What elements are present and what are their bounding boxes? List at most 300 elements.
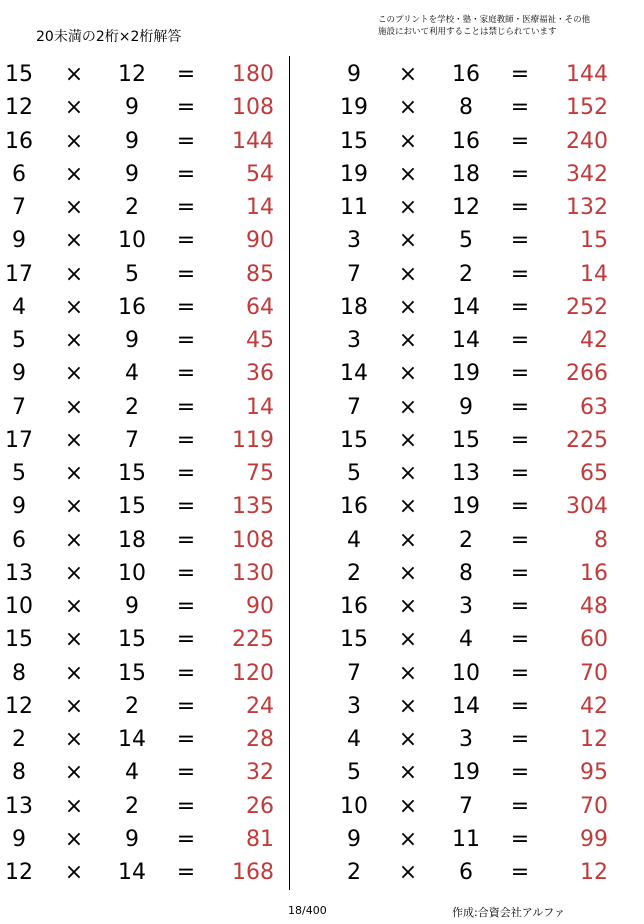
multiplicand: 9 bbox=[347, 826, 361, 852]
author-credit: 作成:合資会社アルファ bbox=[452, 906, 566, 919]
equals-sign: = bbox=[510, 261, 530, 287]
multiplier: 8 bbox=[459, 560, 473, 586]
multiplier: 14 bbox=[118, 727, 146, 752]
problem-row bbox=[0, 623, 288, 656]
multiplier: 9 bbox=[125, 95, 139, 121]
multiplicand: 6 bbox=[12, 527, 26, 553]
equals-sign: = bbox=[510, 427, 530, 453]
times-sign: × bbox=[398, 660, 418, 686]
answer: 119 bbox=[232, 427, 274, 453]
equals-sign: = bbox=[176, 760, 196, 786]
equals-sign: = bbox=[510, 660, 530, 686]
multiplier: 6 bbox=[459, 860, 473, 885]
equals-sign: = bbox=[176, 195, 196, 220]
times-sign: × bbox=[64, 161, 84, 187]
multiplier: 16 bbox=[452, 128, 480, 154]
multiplier: 14 bbox=[118, 860, 146, 885]
equals-sign: = bbox=[510, 860, 530, 885]
problem-row bbox=[0, 723, 288, 756]
equals-sign: = bbox=[176, 727, 196, 752]
equals-sign: = bbox=[176, 361, 196, 387]
times-sign: × bbox=[398, 560, 418, 586]
multiplier: 4 bbox=[125, 361, 139, 387]
problem-row bbox=[0, 391, 288, 424]
answer: 75 bbox=[246, 461, 274, 486]
problem-row bbox=[292, 623, 622, 656]
multiplier: 15 bbox=[118, 627, 146, 653]
multiplicand: 7 bbox=[347, 660, 361, 686]
multiplier: 18 bbox=[118, 527, 146, 553]
left-problem-column bbox=[0, 58, 288, 889]
times-sign: × bbox=[398, 594, 418, 619]
answer: 168 bbox=[232, 860, 274, 885]
times-sign: × bbox=[64, 95, 84, 121]
answer: 24 bbox=[246, 693, 274, 719]
problem-row bbox=[292, 790, 622, 823]
times-sign: × bbox=[64, 826, 84, 852]
problem-row bbox=[292, 391, 622, 424]
multiplier: 9 bbox=[125, 594, 139, 619]
answer: 12 bbox=[580, 727, 608, 752]
multiplier: 8 bbox=[459, 95, 473, 121]
multiplicand: 3 bbox=[347, 228, 361, 254]
problem-row bbox=[0, 291, 288, 324]
multiplier: 2 bbox=[125, 793, 139, 819]
equals-sign: = bbox=[510, 693, 530, 719]
times-sign: × bbox=[398, 727, 418, 752]
equals-sign: = bbox=[176, 128, 196, 154]
answer: 252 bbox=[566, 294, 608, 320]
problem-row bbox=[292, 524, 622, 557]
multiplicand: 4 bbox=[347, 527, 361, 553]
equals-sign: = bbox=[510, 760, 530, 786]
multiplier: 18 bbox=[452, 161, 480, 187]
equals-sign: = bbox=[510, 328, 530, 353]
multiplicand: 2 bbox=[347, 560, 361, 586]
equals-sign: = bbox=[510, 95, 530, 121]
equals-sign: = bbox=[510, 294, 530, 320]
multiplicand: 9 bbox=[12, 494, 26, 520]
equals-sign: = bbox=[176, 660, 196, 686]
multiplier: 9 bbox=[125, 826, 139, 852]
equals-sign: = bbox=[176, 161, 196, 187]
multiplicand: 2 bbox=[347, 860, 361, 885]
problem-row bbox=[292, 657, 622, 690]
equals-sign: = bbox=[176, 95, 196, 121]
multiplicand: 19 bbox=[340, 95, 368, 121]
times-sign: × bbox=[398, 95, 418, 121]
problem-row bbox=[0, 125, 288, 158]
multiplicand: 7 bbox=[347, 394, 361, 420]
multiplicand: 4 bbox=[347, 727, 361, 752]
multiplicand: 5 bbox=[12, 328, 26, 353]
multiplier: 9 bbox=[459, 394, 473, 420]
answer: 14 bbox=[246, 394, 274, 420]
multiplier: 7 bbox=[125, 427, 139, 453]
problem-row bbox=[292, 690, 622, 723]
equals-sign: = bbox=[176, 261, 196, 287]
equals-sign: = bbox=[176, 394, 196, 420]
multiplier: 14 bbox=[452, 693, 480, 719]
multiplicand: 13 bbox=[5, 560, 33, 586]
equals-sign: = bbox=[510, 594, 530, 619]
answer: 108 bbox=[232, 527, 274, 553]
multiplier: 4 bbox=[125, 760, 139, 786]
times-sign: × bbox=[64, 527, 84, 553]
multiplicand: 3 bbox=[347, 693, 361, 719]
times-sign: × bbox=[398, 427, 418, 453]
multiplier: 14 bbox=[452, 328, 480, 353]
equals-sign: = bbox=[176, 627, 196, 653]
problem-row bbox=[292, 357, 622, 390]
problem-row bbox=[0, 224, 288, 257]
multiplier: 12 bbox=[118, 62, 146, 87]
problem-row bbox=[0, 457, 288, 490]
problem-row bbox=[0, 258, 288, 291]
answer: 135 bbox=[232, 494, 274, 520]
multiplicand: 16 bbox=[5, 128, 33, 154]
multiplicand: 9 bbox=[347, 62, 361, 87]
multiplier: 19 bbox=[452, 361, 480, 387]
problem-row bbox=[0, 424, 288, 457]
times-sign: × bbox=[398, 527, 418, 553]
equals-sign: = bbox=[510, 627, 530, 653]
answer: 108 bbox=[232, 95, 274, 121]
problem-row bbox=[0, 756, 288, 789]
equals-sign: = bbox=[176, 328, 196, 353]
multiplier: 13 bbox=[452, 461, 480, 486]
multiplicand: 13 bbox=[5, 793, 33, 819]
problem-row bbox=[292, 490, 622, 523]
times-sign: × bbox=[398, 62, 418, 87]
problem-row bbox=[0, 324, 288, 357]
multiplicand: 15 bbox=[340, 627, 368, 653]
multiplier: 9 bbox=[125, 328, 139, 353]
answer: 42 bbox=[580, 328, 608, 353]
multiplier: 11 bbox=[452, 826, 480, 852]
answer: 81 bbox=[246, 826, 274, 852]
problem-row bbox=[0, 490, 288, 523]
answer: 132 bbox=[566, 195, 608, 220]
times-sign: × bbox=[64, 594, 84, 619]
answer: 90 bbox=[246, 594, 274, 619]
problem-row bbox=[0, 91, 288, 124]
times-sign: × bbox=[64, 461, 84, 486]
times-sign: × bbox=[64, 560, 84, 586]
equals-sign: = bbox=[510, 62, 530, 87]
multiplicand: 2 bbox=[12, 727, 26, 752]
times-sign: × bbox=[64, 860, 84, 885]
answer: 99 bbox=[580, 826, 608, 852]
multiplicand: 15 bbox=[5, 62, 33, 87]
multiplicand: 15 bbox=[340, 427, 368, 453]
equals-sign: = bbox=[176, 427, 196, 453]
multiplier: 10 bbox=[452, 660, 480, 686]
equals-sign: = bbox=[510, 826, 530, 852]
multiplier: 2 bbox=[459, 261, 473, 287]
problem-row bbox=[292, 756, 622, 789]
times-sign: × bbox=[64, 627, 84, 653]
page-number: 18/400 bbox=[288, 904, 327, 917]
multiplier: 3 bbox=[459, 727, 473, 752]
answer: 85 bbox=[246, 261, 274, 287]
problem-row bbox=[292, 158, 622, 191]
answer: 180 bbox=[232, 62, 274, 87]
times-sign: × bbox=[64, 727, 84, 752]
equals-sign: = bbox=[176, 560, 196, 586]
multiplier: 2 bbox=[125, 195, 139, 220]
answer: 54 bbox=[246, 161, 274, 187]
times-sign: × bbox=[398, 261, 418, 287]
answer: 8 bbox=[594, 527, 608, 553]
equals-sign: = bbox=[510, 527, 530, 553]
problem-row bbox=[292, 191, 622, 224]
problem-row bbox=[0, 158, 288, 191]
problem-row bbox=[292, 856, 622, 889]
multiplier: 4 bbox=[459, 627, 473, 653]
multiplicand: 10 bbox=[340, 793, 368, 819]
multiplicand: 12 bbox=[5, 693, 33, 719]
multiplier: 15 bbox=[118, 461, 146, 486]
page-title: 20未満の2桁×2桁解答 bbox=[36, 29, 182, 45]
times-sign: × bbox=[64, 394, 84, 420]
multiplicand: 19 bbox=[340, 161, 368, 187]
problem-row bbox=[0, 191, 288, 224]
times-sign: × bbox=[64, 693, 84, 719]
problem-row bbox=[292, 823, 622, 856]
right-problem-column bbox=[292, 58, 622, 889]
multiplicand: 9 bbox=[12, 361, 26, 387]
equals-sign: = bbox=[510, 394, 530, 420]
equals-sign: = bbox=[176, 693, 196, 719]
times-sign: × bbox=[398, 228, 418, 254]
answer: 70 bbox=[580, 660, 608, 686]
answer: 144 bbox=[566, 62, 608, 87]
problem-row bbox=[0, 590, 288, 623]
times-sign: × bbox=[398, 494, 418, 520]
problem-row bbox=[292, 557, 622, 590]
answer: 45 bbox=[246, 328, 274, 353]
multiplicand: 17 bbox=[5, 427, 33, 453]
times-sign: × bbox=[64, 494, 84, 520]
equals-sign: = bbox=[176, 294, 196, 320]
multiplicand: 16 bbox=[340, 594, 368, 619]
multiplicand: 7 bbox=[12, 394, 26, 420]
answer: 26 bbox=[246, 793, 274, 819]
answer: 240 bbox=[566, 128, 608, 154]
multiplicand: 16 bbox=[340, 494, 368, 520]
multiplicand: 8 bbox=[12, 760, 26, 786]
multiplier: 2 bbox=[459, 527, 473, 553]
equals-sign: = bbox=[510, 361, 530, 387]
answer: 32 bbox=[246, 760, 274, 786]
answer: 48 bbox=[580, 594, 608, 619]
multiplier: 16 bbox=[118, 294, 146, 320]
times-sign: × bbox=[398, 693, 418, 719]
multiplicand: 3 bbox=[347, 328, 361, 353]
answer: 64 bbox=[246, 294, 274, 320]
problem-row bbox=[292, 291, 622, 324]
times-sign: × bbox=[64, 328, 84, 353]
times-sign: × bbox=[398, 793, 418, 819]
equals-sign: = bbox=[176, 461, 196, 486]
answer: 90 bbox=[246, 228, 274, 254]
answer: 12 bbox=[580, 860, 608, 885]
multiplicand: 10 bbox=[5, 594, 33, 619]
times-sign: × bbox=[64, 361, 84, 387]
multiplier: 14 bbox=[452, 294, 480, 320]
answer: 225 bbox=[566, 427, 608, 453]
problem-row bbox=[0, 790, 288, 823]
problem-row bbox=[0, 524, 288, 557]
multiplier: 2 bbox=[125, 693, 139, 719]
multiplier: 9 bbox=[125, 161, 139, 187]
answer: 70 bbox=[580, 793, 608, 819]
equals-sign: = bbox=[510, 494, 530, 520]
problem-row bbox=[292, 125, 622, 158]
multiplicand: 5 bbox=[12, 461, 26, 486]
answer: 144 bbox=[232, 128, 274, 154]
multiplicand: 9 bbox=[12, 826, 26, 852]
equals-sign: = bbox=[176, 860, 196, 885]
usage-notice-line: 施設において利用することは禁じられています bbox=[378, 27, 557, 37]
problem-row bbox=[292, 457, 622, 490]
problem-row bbox=[292, 91, 622, 124]
multiplier: 15 bbox=[118, 494, 146, 520]
problem-row bbox=[0, 58, 288, 91]
answer: 120 bbox=[232, 660, 274, 686]
problem-row bbox=[292, 58, 622, 91]
times-sign: × bbox=[398, 461, 418, 486]
times-sign: × bbox=[64, 760, 84, 786]
problem-row bbox=[292, 723, 622, 756]
times-sign: × bbox=[64, 427, 84, 453]
equals-sign: = bbox=[510, 793, 530, 819]
problem-row bbox=[0, 657, 288, 690]
problem-row bbox=[0, 823, 288, 856]
multiplicand: 14 bbox=[340, 361, 368, 387]
times-sign: × bbox=[398, 394, 418, 420]
multiplier: 19 bbox=[452, 760, 480, 786]
times-sign: × bbox=[398, 128, 418, 154]
problem-row bbox=[292, 424, 622, 457]
multiplicand: 12 bbox=[5, 860, 33, 885]
equals-sign: = bbox=[510, 128, 530, 154]
problem-row bbox=[292, 324, 622, 357]
multiplier: 12 bbox=[452, 195, 480, 220]
multiplicand: 17 bbox=[5, 261, 33, 287]
multiplicand: 4 bbox=[12, 294, 26, 320]
answer: 130 bbox=[232, 560, 274, 586]
times-sign: × bbox=[64, 228, 84, 254]
usage-notice-line: このプリントを学校・塾・家庭教師・医療福祉・その他 bbox=[378, 15, 591, 25]
multiplier: 15 bbox=[452, 427, 480, 453]
equals-sign: = bbox=[176, 228, 196, 254]
equals-sign: = bbox=[510, 560, 530, 586]
equals-sign: = bbox=[510, 195, 530, 220]
problem-row bbox=[0, 357, 288, 390]
answer: 14 bbox=[246, 195, 274, 220]
times-sign: × bbox=[64, 62, 84, 87]
times-sign: × bbox=[64, 660, 84, 686]
equals-sign: = bbox=[176, 62, 196, 87]
multiplier: 2 bbox=[125, 394, 139, 420]
answer: 95 bbox=[580, 760, 608, 786]
times-sign: × bbox=[398, 760, 418, 786]
multiplicand: 18 bbox=[340, 294, 368, 320]
equals-sign: = bbox=[510, 228, 530, 254]
problem-row bbox=[292, 224, 622, 257]
problem-row bbox=[0, 690, 288, 723]
multiplier: 9 bbox=[125, 128, 139, 154]
answer: 266 bbox=[566, 361, 608, 387]
multiplicand: 9 bbox=[12, 228, 26, 254]
equals-sign: = bbox=[176, 494, 196, 520]
multiplier: 5 bbox=[125, 261, 139, 287]
times-sign: × bbox=[398, 860, 418, 885]
times-sign: × bbox=[64, 195, 84, 220]
usage-notice bbox=[378, 14, 628, 38]
multiplier: 5 bbox=[459, 228, 473, 254]
answer: 15 bbox=[580, 228, 608, 254]
equals-sign: = bbox=[176, 527, 196, 553]
times-sign: × bbox=[398, 826, 418, 852]
multiplicand: 7 bbox=[12, 195, 26, 220]
equals-sign: = bbox=[510, 161, 530, 187]
multiplier: 10 bbox=[118, 228, 146, 254]
answer: 16 bbox=[580, 560, 608, 586]
answer: 152 bbox=[566, 95, 608, 121]
multiplicand: 8 bbox=[12, 660, 26, 686]
equals-sign: = bbox=[176, 793, 196, 819]
multiplicand: 11 bbox=[340, 195, 368, 220]
answer: 225 bbox=[232, 627, 274, 653]
multiplier: 15 bbox=[118, 660, 146, 686]
times-sign: × bbox=[398, 627, 418, 653]
equals-sign: = bbox=[510, 727, 530, 752]
times-sign: × bbox=[64, 128, 84, 154]
answer: 28 bbox=[246, 727, 274, 752]
problem-row bbox=[0, 856, 288, 889]
answer: 65 bbox=[580, 461, 608, 486]
times-sign: × bbox=[398, 328, 418, 353]
multiplier: 3 bbox=[459, 594, 473, 619]
multiplicand: 5 bbox=[347, 760, 361, 786]
answer: 342 bbox=[566, 161, 608, 187]
multiplicand: 15 bbox=[5, 627, 33, 653]
problem-row bbox=[292, 258, 622, 291]
problem-row bbox=[0, 557, 288, 590]
multiplicand: 15 bbox=[340, 128, 368, 154]
times-sign: × bbox=[64, 793, 84, 819]
multiplier: 19 bbox=[452, 494, 480, 520]
multiplier: 10 bbox=[118, 560, 146, 586]
equals-sign: = bbox=[176, 594, 196, 619]
equals-sign: = bbox=[176, 826, 196, 852]
multiplicand: 12 bbox=[5, 95, 33, 121]
answer: 304 bbox=[566, 494, 608, 520]
answer: 14 bbox=[580, 261, 608, 287]
equals-sign: = bbox=[510, 461, 530, 486]
times-sign: × bbox=[398, 361, 418, 387]
multiplicand: 5 bbox=[347, 461, 361, 486]
multiplicand: 6 bbox=[12, 161, 26, 187]
times-sign: × bbox=[398, 294, 418, 320]
column-divider bbox=[289, 56, 290, 890]
multiplier: 7 bbox=[459, 793, 473, 819]
times-sign: × bbox=[398, 161, 418, 187]
multiplier: 16 bbox=[452, 62, 480, 87]
